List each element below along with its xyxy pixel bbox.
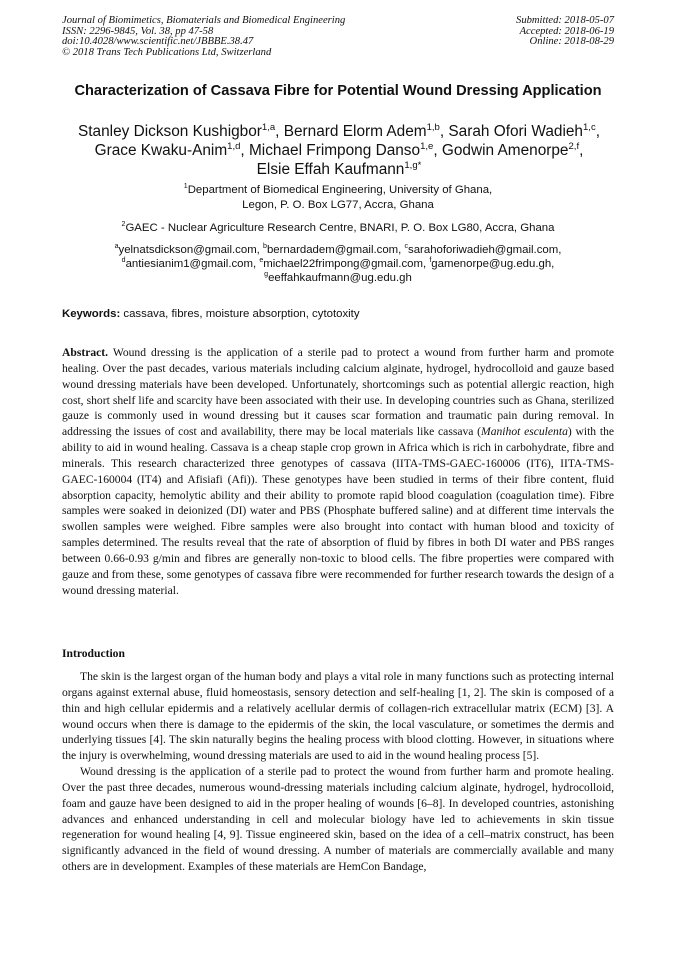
- journal-doi: doi:10.4028/www.scientific.net/JBBBE.38.47: [62, 36, 254, 48]
- keywords-label: Keywords:: [62, 308, 121, 320]
- email-link[interactable]: michael22frimpong@gmail.com,: [263, 258, 427, 271]
- email-link[interactable]: gamenorpe@ug.edu.gh,: [431, 258, 555, 271]
- journal-header-left: [62, 16, 345, 58]
- journal-copyright: © 2018 Trans Tech Publications Ltd, Switzerland: [62, 46, 272, 58]
- abstract: [62, 345, 614, 599]
- submitted-date: Submitted: 2018-05-07: [516, 15, 614, 26]
- author-affiliation-sup: 1,a: [261, 121, 276, 133]
- author-affiliation-sup: 2,f: [568, 140, 580, 152]
- author-list: Stanley Dickson Kushigbor$^{1,a}$, Bernard Elorm Adem$^{1,b}$, Sarah Ofori Wadieh$^{1,c}$, Grace Kwaku-Anim$^{1,d}$, Michael Frimpong Danso$^{1,e}$, Godwin Amenorpe$^{2,f}$, Elsie Effah Kaufmann$^{1,g*}$: [77, 121, 600, 178]
- affiliation-line: Department of Biomedical Engineering, University of Ghana,: [187, 184, 493, 196]
- affiliation-sup: 1: [183, 183, 188, 191]
- email-sup: e: [259, 257, 264, 265]
- section-heading-introduction: Introduction: [62, 647, 125, 660]
- paragraph: The skin is the largest organ of the human body and plays a vital role in many functions such as protecting internal organs against external abuse, fluid homeostasis, sensory detection and self-healing [1, 2]. The skin is composed of a thin and high cellular epidermis and a relatively acellular dermis of collagen-rich extracellular matrix (ECM) [3]. A wound occurs when there is damage to the epidermis of the skin, the local vasculature, or sometimes the dermis and underlying tissues [4]. The skin naturally begins the healing process with blood clotting. However, in situations where the injury is overwhelming, wound dressing materials are used to aid in the wound healing process [5].: [62, 670, 614, 763]
- affiliation-1: [62, 183, 614, 213]
- online-date: Online: 2018-08-29: [529, 36, 614, 48]
- author-affiliation-sup: 1,b: [426, 121, 440, 133]
- introduction-body: [62, 669, 614, 875]
- author-name: Bernard Elorm Adem: [283, 123, 427, 140]
- abstract-label: Abstract.: [62, 346, 109, 359]
- abstract-text: ) with the ability to aid in wound healing. Cassava is a cheap staple crop grown in Africa which is rich in carbohydrate, fibre and minerals. This research characterized three genotypes of cassava (IITA-TMS-GAEC-160006 (IT6), IITA-TMS-GAEC-160004 (IT4) and Afisiafi (Afi)). These genotypes have been studied in terms of their fibre content, fluid absorption capacity, hemolytic ability and their ability to promote rapid blood coagulation (coagulation time). Fibre samples were soaked in deionized (DI) water and PBS (Phosphate buffered saline) and at different time intervals the swollen samples were weighed. Fibre samples were also brought into contact with human blood and toxicity of samples determined. The results reveal that the rate of absorption of fluid by fibres in both DI water and PBS ranges between 0.66-0.93 g/min and fibres are generally non-toxic to blood cells. The fibre properties were compared with gauze and from these, some genotypes of cassava fibre were recommended for further research towards the design of a wound dressing material.: [62, 425, 615, 597]
- affiliation-line: GAEC - Nuclear Agriculture Research Centre, BNARI, P. O. Box LG80, Accra, Ghana: [125, 222, 555, 234]
- email-sup: a: [114, 243, 119, 251]
- affiliation-line: Legon, P. O. Box LG77, Accra, Ghana: [242, 199, 434, 211]
- author-name: Grace Kwaku-Anim: [94, 142, 228, 159]
- keywords-text: cassava, fibres, moisture absorption, cytotoxity: [120, 308, 360, 320]
- email-sup: b: [263, 243, 267, 251]
- accepted-date: Accepted: 2018-06-19: [519, 25, 614, 37]
- email-link[interactable]: eeffahkaufmann@ug.edu.gh: [268, 272, 412, 285]
- author-affiliation-sup: 1,c: [583, 121, 596, 133]
- email-link[interactable]: yelnatsdickson@gmail.com,: [118, 244, 260, 256]
- author-name: Sarah Ofori Wadieh: [448, 123, 583, 140]
- email-sup: d: [121, 257, 126, 265]
- paragraph: Wound dressing is the application of a sterile pad to protect the wound from further harm and promote healing. Over the past three decades, numerous wound-dressing materials including calcium alginate, hydrogel, hydrocolloid, foam and gauze have been designed to aid in the proper healing of wounds [6–8]. In developed countries, astonishing advances and enhanced understanding in cell and molecular biology have led to achievements in skin tissue regeneration for wound healing [4, 9]. Tissue engineered skin, based on the idea of a cell–matrix construct, has been significantly advanced in the field of wound dressing. A number of materials are commercially available and many others are in development. Examples of these materials are HemCon Bandage,: [62, 765, 614, 874]
- email-link[interactable]: bernardadem@gmail.com,: [266, 244, 402, 256]
- author-name: Godwin Amenorpe: [441, 142, 569, 159]
- author-name: Stanley Dickson Kushigbor: [77, 123, 262, 140]
- journal-issn: ISSN: 2296-9845, Vol. 38, pp 47-58: [62, 25, 214, 37]
- author-emails: [62, 243, 614, 286]
- journal-name: Journal of Biomimetics, Biomaterials and Biomedical Engineering: [62, 15, 346, 26]
- keywords: [62, 307, 614, 321]
- email-link[interactable]: sarahoforiwadieh@gmail.com,: [408, 244, 562, 256]
- author-affiliation-sup: 1,g*: [404, 159, 422, 171]
- journal-header-right: [516, 16, 614, 48]
- email-sup: f: [429, 257, 432, 265]
- email-link[interactable]: antiesianim1@gmail.com,: [125, 258, 257, 271]
- author-affiliation-sup: 1,e: [420, 140, 434, 152]
- author-name: Michael Frimpong Danso: [248, 142, 421, 159]
- abstract-text: Wound dressing is the application of a sterile pad to protect a wound from further harm and promote healing. Over the past decades, various materials including calcium alginate, hydrogel, hydrocolloid and gauze based wound dressing materials have been developed. Unfortunately, shortcomings such as potential allergic reaction, high cost, short shelf life and scarcity have been associated with their use. In developing countries such as Ghana, sterilized gauze is commonly used in wound dressing but it causes scar formation and traumatic pain during removal. In addressing the issues of cost and availability, there may be local materials like cassava (: [62, 346, 614, 439]
- author-affiliation-sup: 1,d: [227, 140, 241, 152]
- author-name: Elsie Effah Kaufmann: [256, 161, 405, 178]
- affiliation-2: [62, 221, 614, 236]
- email-sup: g: [264, 271, 269, 279]
- email-sup: c: [404, 243, 409, 251]
- affiliation-sup: 2: [121, 221, 126, 229]
- species-name: Manihot esculenta: [481, 425, 568, 439]
- paper-title: Characterization of Cassava Fibre for Potential Wound Dressing Application: [74, 83, 602, 99]
